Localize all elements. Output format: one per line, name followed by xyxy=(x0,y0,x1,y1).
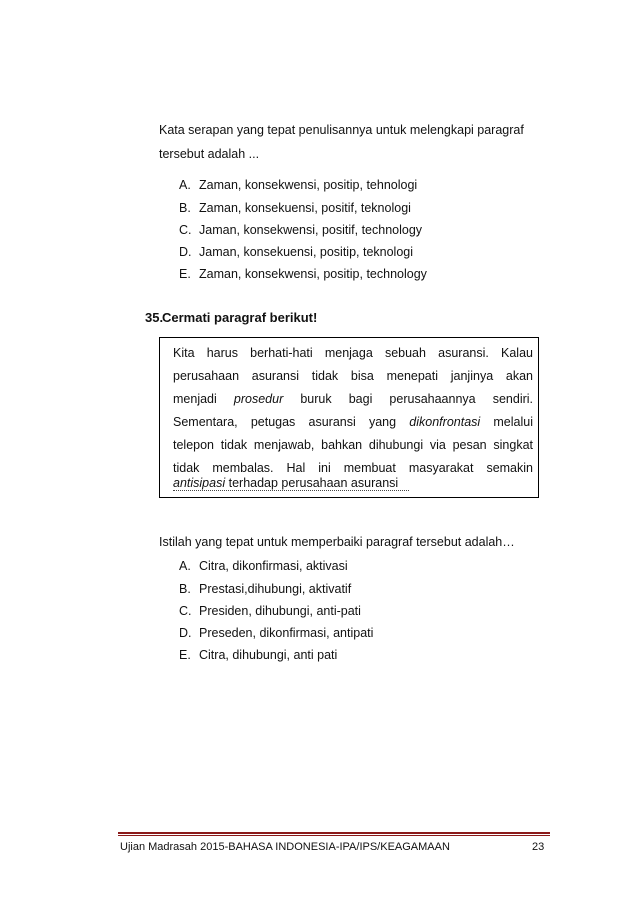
q34-option-d-letter: D. xyxy=(179,245,192,259)
q34-option-e-letter: E. xyxy=(179,267,191,281)
italic-term-dikonfrontasi: dikonfrontasi xyxy=(409,415,481,429)
paragraph-line-1: Kita harus berhati-hati menjaga sebuah asuransi. Kalau xyxy=(173,346,533,360)
q34-stem-line1: Kata serapan yang tepat penulisannya untuk melengkapi paragraf xyxy=(159,123,524,137)
paragraph-line-2: perusahaan asuransi tidak bisa menepati janjinya akan xyxy=(173,369,533,383)
paragraph-line-5: telepon tidak menjawab, bahkan dihubungi via pesan singkat xyxy=(173,438,533,452)
q34-option-c-letter: C. xyxy=(179,223,192,237)
paragraph-text: menjadi xyxy=(173,392,217,406)
q35-option-d: Preseden, dikonfirmasi, antipati xyxy=(199,626,374,640)
paragraph-text: buruk bagi perusahaannya sendiri. xyxy=(300,392,534,406)
q35-option-c: Presiden, dihubungi, anti-pati xyxy=(199,604,361,618)
q35-option-c-letter: C. xyxy=(179,604,192,618)
q34-option-a-letter: A. xyxy=(179,178,191,192)
q34-stem-line2: tersebut adalah ... xyxy=(159,147,260,161)
paragraph-line-4 xyxy=(173,413,533,431)
q34-option-c: Jaman, konsekwensi, positif, technology xyxy=(199,223,423,237)
italic-term-antisipasi: antisipasi xyxy=(173,476,226,490)
q35-option-a-letter: A. xyxy=(179,559,191,573)
q35-number: 35. xyxy=(145,310,164,325)
paragraph-text: melalui xyxy=(493,415,533,429)
q35-title: Cermati paragraf berikut! xyxy=(162,310,318,325)
paragraph-text: Sementara, petugas asuransi yang xyxy=(173,415,397,429)
paragraph-text: terhadap perusahaan asuransi xyxy=(228,476,399,490)
q35-stem: Istilah yang tepat untuk memperbaiki paragraf tersebut adalah… xyxy=(159,535,515,549)
q34-option-e: Zaman, konsekwensi, positip, technology xyxy=(199,267,427,281)
footer-rule xyxy=(118,832,550,834)
q35-option-a: Citra, dikonfirmasi, aktivasi xyxy=(199,559,348,573)
italic-term-prosedur: prosedur xyxy=(233,392,284,406)
q35-option-d-letter: D. xyxy=(179,626,192,640)
q35-option-e: Citra, dihubungi, anti pati xyxy=(199,648,338,662)
q34-option-d: Jaman, konsekuensi, positip, teknologi xyxy=(199,245,414,259)
paragraph-line-6: tidak membalas. Hal ini membuat masyarakat semakin xyxy=(173,461,533,475)
q34-option-b: Zaman, konsekuensi, positif, teknologi xyxy=(199,201,411,215)
dotted-underline xyxy=(173,490,409,491)
page-number: 23 xyxy=(532,841,545,853)
q34-option-b-letter: B. xyxy=(179,201,191,215)
q34-option-a: Zaman, konsekwensi, positip, tehnologi xyxy=(199,178,418,192)
footer-title: Ujian Madrasah 2015-BAHASA INDONESIA-IPA/IPS/KEAGAMAAN xyxy=(120,841,450,853)
paragraph-line-3 xyxy=(173,390,533,408)
q35-option-e-letter: E. xyxy=(179,648,191,662)
footer-rule-thin xyxy=(118,835,550,836)
q35-option-b: Prestasi,dihubungi, aktivatif xyxy=(199,582,352,596)
q35-option-b-letter: B. xyxy=(179,582,191,596)
